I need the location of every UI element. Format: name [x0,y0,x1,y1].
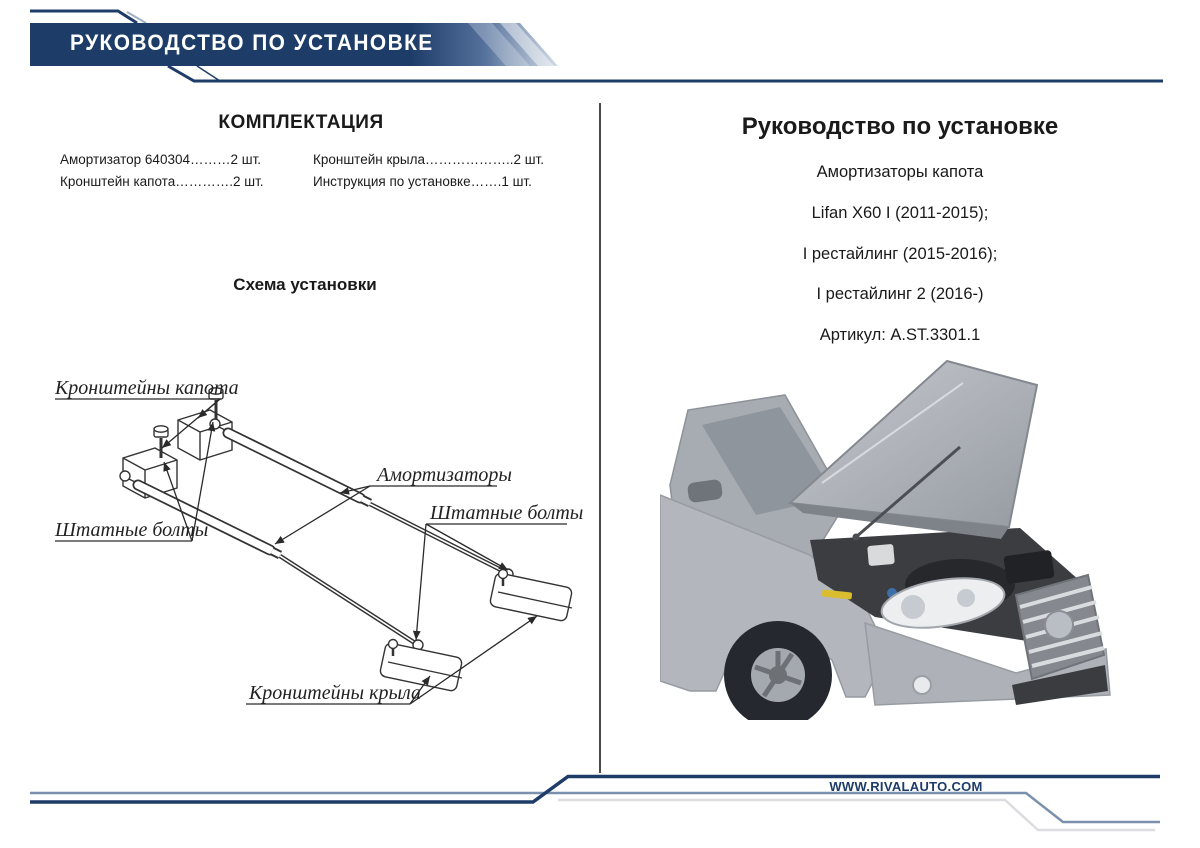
column-divider [599,103,601,773]
model-line: I рестайлинг 2 (2016-) [816,285,984,303]
kit-title: КОМПЛЕКТАЦИЯ [218,112,384,133]
diagram-label-stock-bolts-left: Штатные болты [55,519,209,541]
shock-absorber [120,471,423,650]
installation-diagram [40,358,585,738]
header-deco-top-line [30,11,137,23]
diagram-label-fender-brackets: Кронштейны крыла [249,682,421,704]
product-line: Амортизаторы капота [816,163,984,181]
car-open-hood [790,361,1037,539]
diagram-label-hood-brackets: Кронштейны капота [55,377,239,399]
website-text: WWW.RIVALAUTO.COM [829,779,983,794]
diagram-label-shocks: Амортизаторы [377,464,512,486]
diagram-label-stock-bolts-right: Штатные болты [430,502,584,524]
page-title: Руководство по установке [741,113,1059,140]
footer-line-steel [30,793,1160,822]
car-photo [660,355,1140,720]
model-line: I рестайлинг (2015-2016); [802,245,998,263]
kit-item: Амортизатор 640304………2 шт. [60,152,262,167]
kit-item: Кронштейн капота………….2 шт. [60,174,264,189]
kit-item: Инструкция по установке…….1 шт. [313,174,532,189]
kit-list-column [60,149,310,193]
car-brand-badge [1045,611,1073,639]
header-rule [168,66,1163,81]
shock-absorber [210,419,513,579]
fender-bracket [489,570,572,622]
header-banner-title: РУКОВОДСТВО ПО УСТАНОВКЕ [70,30,434,55]
footer-line-grey [558,800,1155,830]
header-rule-accent [197,66,220,81]
kit-item: Кронштейн крыла………………..2 шт. [313,152,544,167]
sku-line: Артикул: A.ST.3301.1 [819,326,981,344]
kit-list-column [313,149,573,193]
model-line: Lifan X60 I (2011-2015); [811,204,989,222]
scheme-title: Схема установки [233,275,377,294]
